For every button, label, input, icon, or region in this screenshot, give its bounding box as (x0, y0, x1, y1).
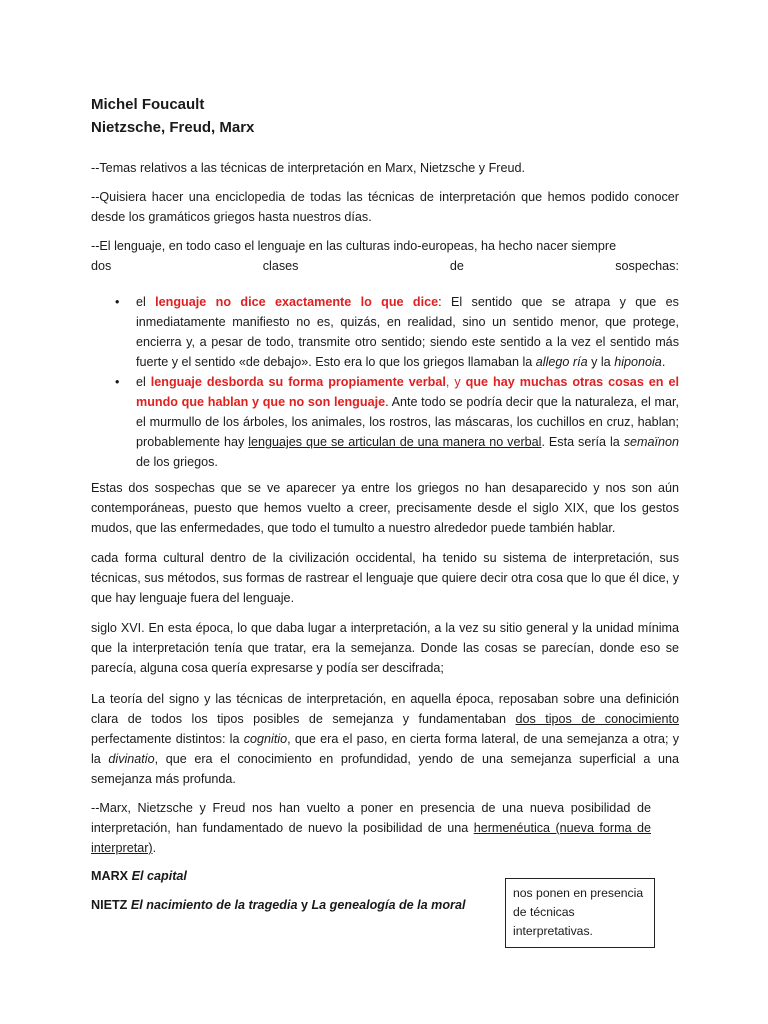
text: . (152, 841, 157, 855)
underlined-phrase: dos tipos de conocimiento (515, 712, 679, 726)
paragraph-forma-cultural: cada forma cultural dentro de la civilización occidental, ha tenido su sistema de interpretación, sus técnicas, sus métodos, sus formas de rastrear el lenguaje que quiere decir otra cosa que lo que él dice, y que hay lenguaje fuera del lenguaje. (91, 551, 679, 605)
text: el (136, 295, 156, 309)
word: de (449, 259, 464, 273)
text: --Marx, Nietzsche y Freud nos han vuelto a poner en presencia de una nueva posibilidad de interpretación, han fundamentado de nuevo la posibilidad de una (91, 801, 651, 835)
paragraph-contemporaneas: Estas dos sospechas que se ve aparecer ya entre los griegos no han desaparecido y nos son aún contemporáneas, puesto que hemos vuelto a creer, precisamente desde el siglo XIX, que los gestos mudos, que las enfermedades, que todo el tumulto a nuestro alrededor puede también hablar. (91, 481, 679, 535)
text: : El sentido que se atrapa y que es inmediatamente manifiesto no es, quizás, en realidad, sino un sentido menor, que protege, encierra y, a pesar de todo, transmite otro sentido; siendo este sentido a la vez el sentido más fuerte y el sentido «de debajo». Esto era lo que los griegos llamaban la (136, 295, 679, 369)
underlined-phrase: lenguajes que se articulan de una manera no verbal (248, 435, 542, 449)
word: dos (91, 259, 112, 273)
italic-term: cognitio (243, 732, 288, 746)
sospechas-spread-line (91, 256, 679, 276)
paragraph-teoria-signo (91, 689, 679, 789)
reference-marx (91, 866, 491, 886)
work-title: La genealogía de la moral (311, 898, 466, 912)
highlight-red: lenguaje desborda su forma propiamente verbal (150, 375, 446, 389)
work-title: El capital (131, 869, 187, 883)
paragraph-sospechas (91, 236, 679, 276)
paragraph-siglo-xvi: siglo XVI. En esta época, lo que daba lugar a interpretación, a la vez su sitio general y la unidad mínima que la interpretación tenía que tratar, era la semejanza. Donde las cosas se parecían, donde eso se parecía, alguna cosa quería expresarse y podía ser descifrada; (91, 621, 679, 675)
sospechas-line: --El lenguaje, en todo caso el lenguaje en las culturas indo-europeas, ha hecho nacer siempre (91, 239, 617, 253)
text: de los griegos. (136, 455, 218, 469)
italic-term: allego ría (535, 355, 588, 369)
text: , que era el conocimiento en profundidad, yendo de una semejanza superficial a una semejanza más profunda. (91, 752, 679, 786)
paragraph-encyclopedia: --Quisiera hacer una enciclopedia de todas las técnicas de interpretación que hemos podido conocer desde los gramáticos griegos hasta nuestros días. (91, 190, 679, 224)
text: . Ante todo se podría decir que la naturaleza, el mar, el murmullo de los árboles, los animales, los rostros, las máscaras, los cuchillos en cruz, hablan; probablemente hay (136, 395, 679, 449)
word: sospechas: (615, 259, 679, 273)
word: clases (262, 259, 299, 273)
italic-term: semaïnon (623, 435, 680, 449)
text: y (297, 898, 312, 912)
text: La teoría del signo y las técnicas de interpretación, en aquella época, reposaban sobre una definición clara de todos los tipos posibles de semejanza y fundamentaban (91, 692, 679, 726)
italic-term: divinatio (108, 752, 155, 766)
text: el (136, 375, 151, 389)
title-heading: Nietzsche, Freud, Marx (91, 119, 255, 136)
text: , que era el paso, en cierta forma lateral, de una semejanza a otra; y la (91, 732, 679, 766)
list-item (91, 372, 679, 472)
note-box: nos ponen en presencia de técnicas interpretativas. (505, 878, 655, 948)
italic-term: hiponoia (614, 355, 662, 369)
paragraph-intro: --Temas relativos a las técnicas de interpretación en Marx, Nietzsche y Freud. (91, 161, 525, 175)
text: y la (587, 355, 615, 369)
reference-nietzsche (91, 895, 491, 915)
underlined-phrase: hermenéutica (nueva forma de interpretar) (91, 821, 651, 855)
suspicion-list (91, 292, 679, 472)
paragraph-hermeneutica (91, 798, 651, 858)
text: perfectamente distintos: la (91, 732, 244, 746)
text: . (661, 355, 666, 369)
list-item (91, 292, 679, 372)
highlight-red: que hay muchas otras cosas en el mundo que hablan y que no son lenguaje (136, 375, 679, 409)
author-label: MARX (91, 869, 129, 883)
highlight-red: lenguaje no dice exactamente lo que dice (155, 295, 439, 309)
author-label: NIETZ (91, 898, 128, 912)
highlight-red: , y (445, 375, 466, 389)
work-title: El nacimiento de la tragedia (130, 898, 298, 912)
bullet-marker: • (115, 375, 120, 389)
author-heading: Michel Foucault (91, 96, 205, 113)
text: . Esta sería la (541, 435, 624, 449)
bullet-marker: • (115, 295, 120, 309)
